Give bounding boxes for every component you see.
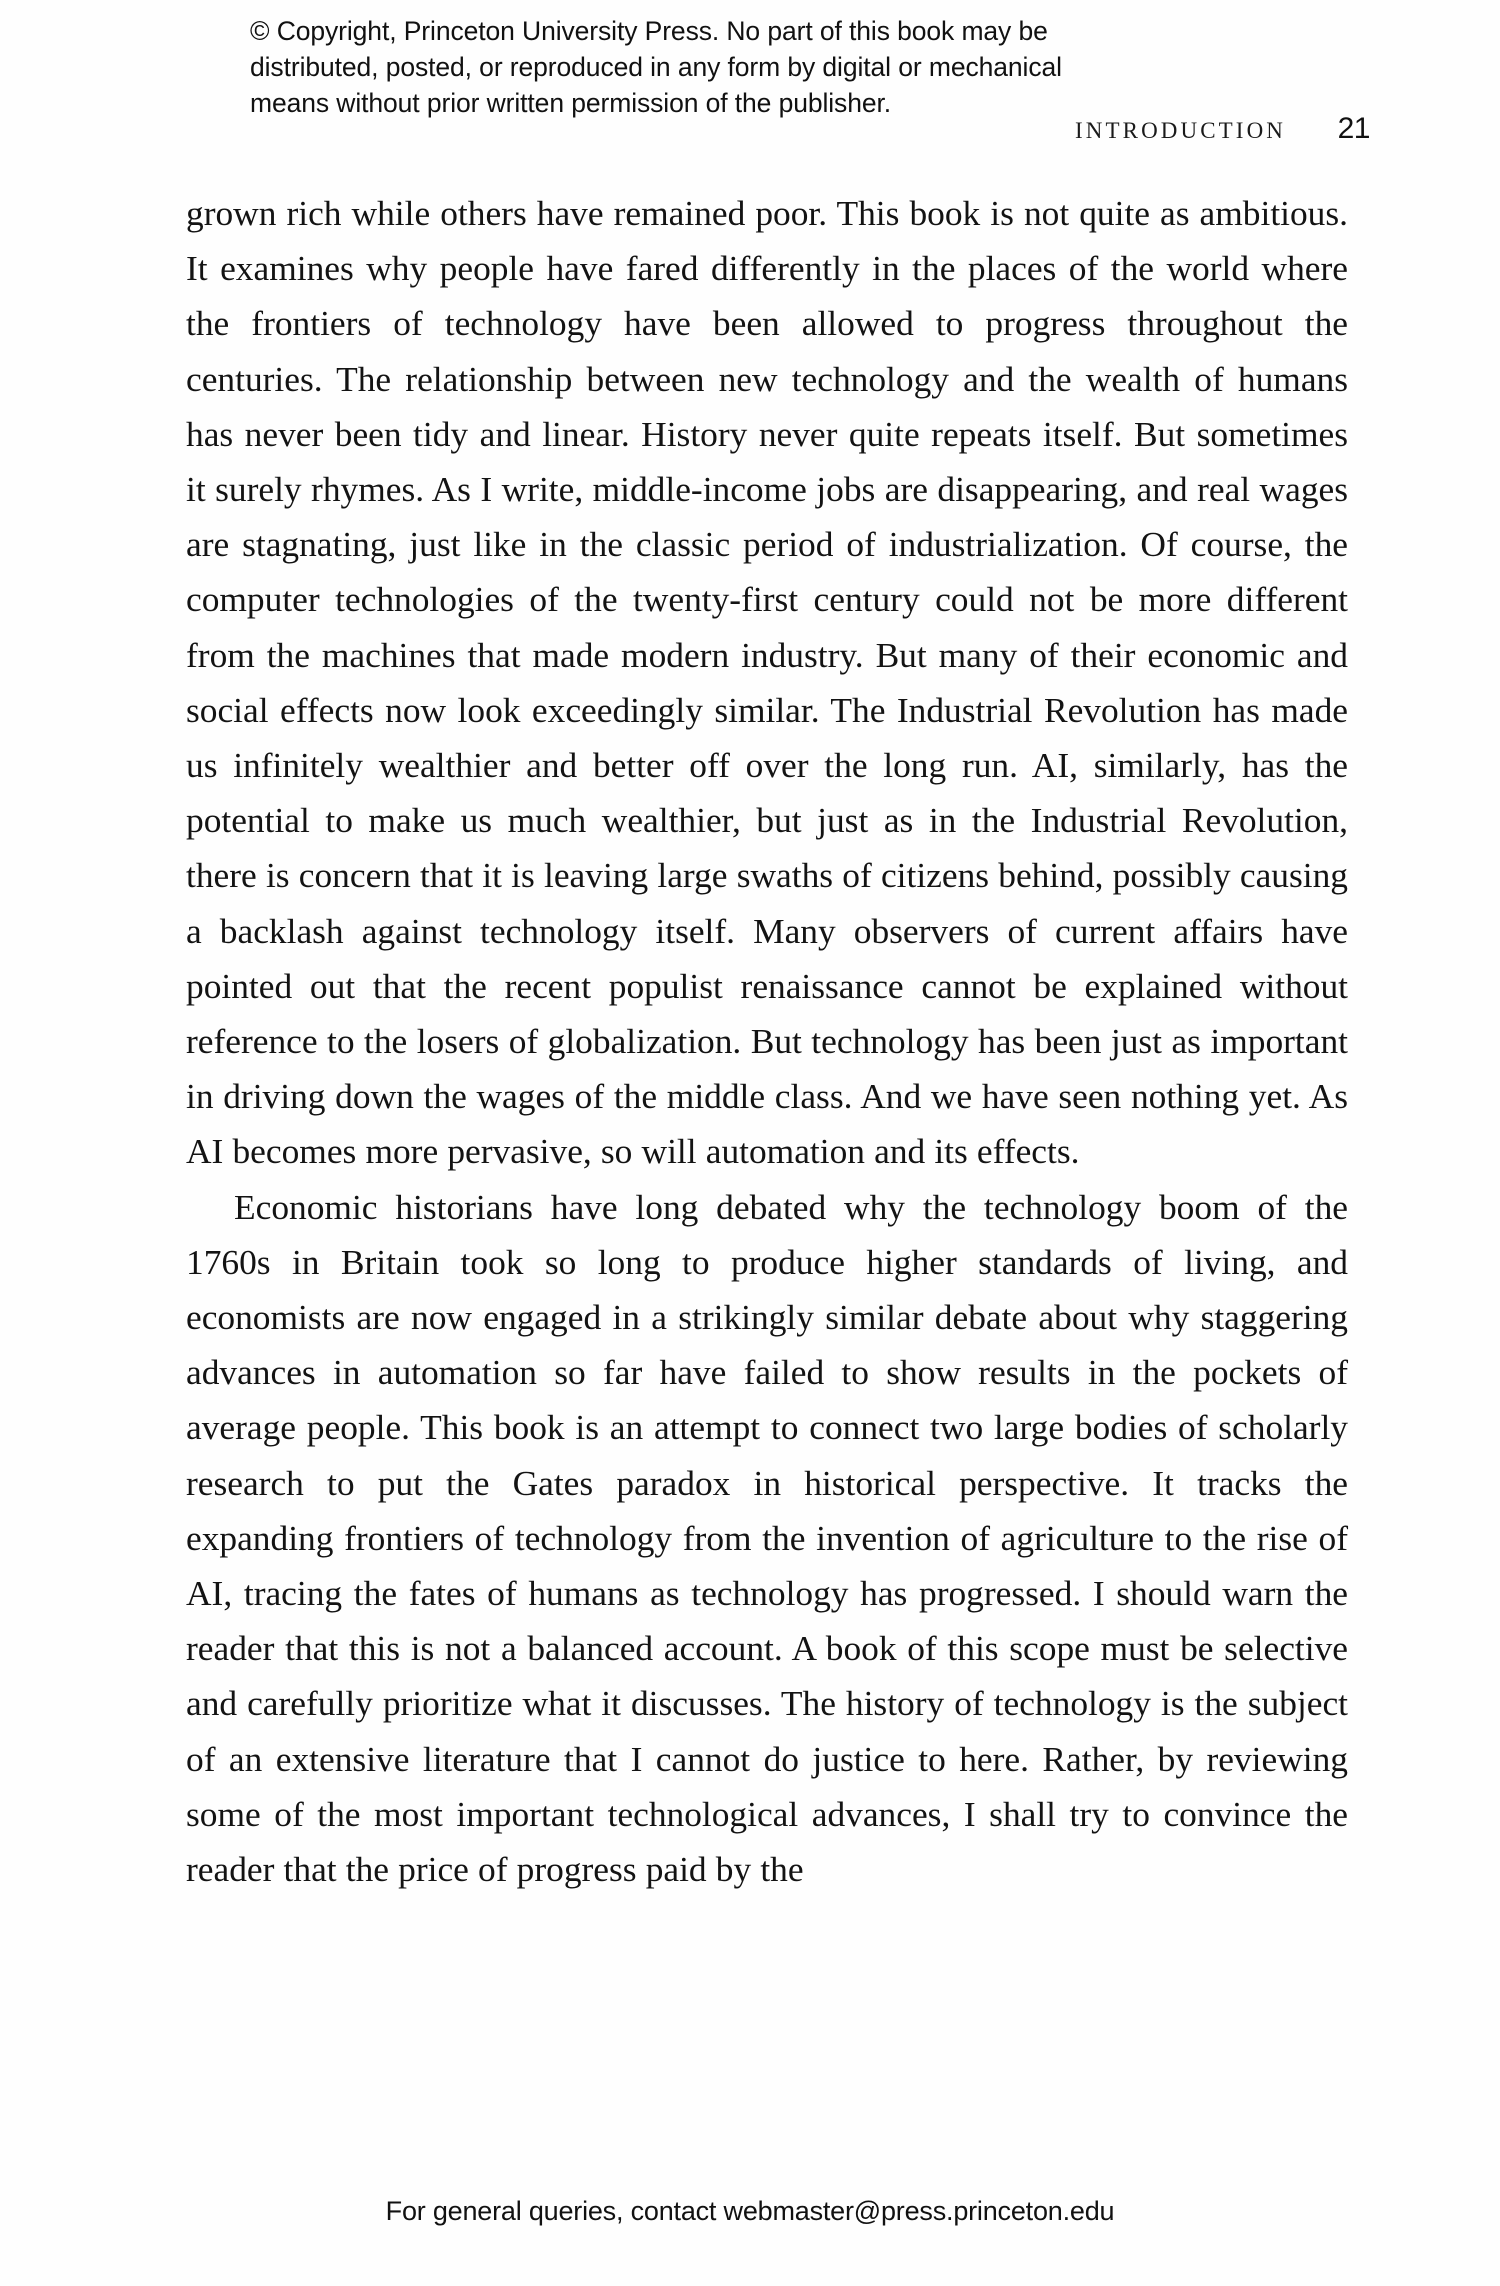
paragraph-continued: grown rich while others have remained poor. This book is not quite as ambitious. It examines why people have fared differently in the places of the world where the frontiers of technology have been allowed to progress throughout the centuries. The relationship between new technology and the wealth of humans has never been tidy and linear. History never quite repeats itself. But sometimes it surely rhymes. As I write, middle-income jobs are disappearing, and real wages are stagnating, just like in the classic period of industrialization. Of course, the computer technologies of the twenty-first century could not be more different from the machines that made modern industry. But many of their economic and social effects now look exceedingly similar. The Industrial Revolution has made us infinitely wealthier and better off over the long run. AI, similarly, has the potential to make us much wealthier, but just as in the Industrial Revolution, there is concern that it is leaving large swaths of citizens behind, possibly causing a backlash against technology itself. Many observers of current affairs have pointed out that the recent populist renaissance cannot be explained without reference to the losers of globalization. But technology has been just as important in driving down the wages of the middle class. And we have seen nothing yet. As AI becomes more pervasive, so will automation and its effects.: [186, 193, 1348, 1172]
running-head-inner: [1075, 112, 1370, 146]
running-head: [0, 112, 1500, 158]
copyright-line-2: distributed, posted, or reproduced in any form by digital or mechanical: [250, 52, 1062, 83]
copyright-line-1: © Copyright, Princeton University Press. No part of this book may be: [250, 16, 1048, 46]
copyright-line-3: means without prior written permission of the publisher.: [250, 88, 892, 119]
page-footer: For general queries, contact webmaster@press.princeton.edu: [385, 2196, 1115, 2226]
chapter-title: INTRODUCTION: [1075, 118, 1286, 143]
page-number: 21: [1337, 112, 1370, 145]
body-text-column: [186, 186, 1348, 1897]
paragraph-economic-historians: Economic historians have long debated why the technology boom of the 1760s in Britain took so long to produce higher standards of living, and economists are now engaged in a strikingly similar debate about why staggering advances in automation so far have failed to show results in the pockets of average people. This book is an attempt to connect two large bodies of scholarly research to put the Gates paradox in historical perspective. It tracks the expanding frontiers of technology from the invention of agriculture to the rise of AI, tracing the fates of humans as technology has progressed. I should warn the reader that this is not a balanced account. A book of this scope must be selective and carefully prioritize what it discusses. The history of technology is the subject of an extensive literature that I cannot do justice to here. Rather, by reviewing some of the most important technological advances, I shall try to convince the reader that the price of progress paid by the: [186, 1186, 1348, 1890]
copyright-notice: [250, 13, 1230, 122]
